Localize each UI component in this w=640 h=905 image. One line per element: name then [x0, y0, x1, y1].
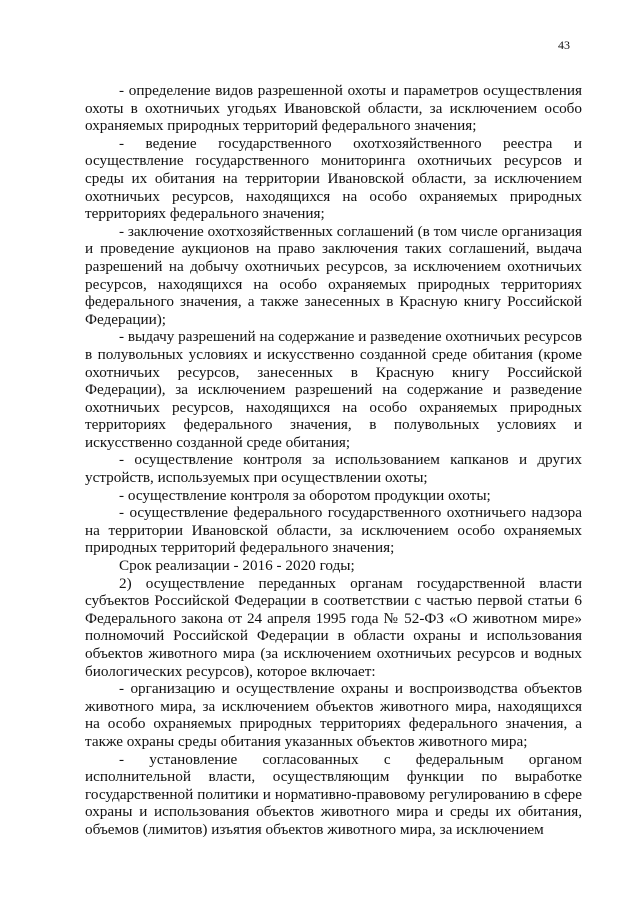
- paragraph-harvest-limits: - установление согласованных с федеральным органом исполнительной власти, осуществляющим функции по выработке государственной политики и нормативно-правовому регулированию в сфере охраны и использования объектов животного мира и среды их обитания, объемов (лимитов) изъятия объектов животного мира, за исключением: [85, 750, 582, 838]
- paragraph-wildlife-protection: - организацию и осуществление охраны и воспроизводства объектов животного мира, за исключением объектов животного мира, находящихся на особо охраняемых природных территориях федерального значения, а также охраны среды обитания указанных объектов животного мира;: [85, 680, 582, 750]
- page-number: 43: [558, 38, 570, 52]
- body-text: [85, 82, 582, 839]
- paragraph-registry-monitoring: - ведение государственного охотхозяйственного реестра и осуществление государственного мониторинга охотничьих ресурсов и среды их обитания на территории Ивановской области, за исключением охотничьих ресурсов, находящихся на особо охраняемых природных территориях федерального значения;: [85, 134, 582, 223]
- paragraph-agreements: - заключение охотхозяйственных соглашений (в том числе организация и проведение аукционов на право заключения таких соглашений, выдача разрешений на добычу охотничьих ресурсов, за исключением охотничьих ресурсов, находящихся на особо охраняемых природных территориях федерального значения, а также занесенных в Красную книгу Российской Федерации);: [85, 222, 582, 328]
- paragraph-federal-supervision: - осуществление федерального государственного охотничьего надзора на территории Ивановской области, за исключением особо охраняемых природных территорий федерального значения;: [85, 504, 582, 557]
- paragraph-trap-control: - осуществление контроля за использованием капканов и других устройств, используемых при осуществлении охоты;: [85, 451, 582, 487]
- paragraph-wildlife-powers: 2) осуществление переданных органам государственной власти субъектов Российской Федерации в соответствии с частью первой статьи 6 Федерального закона от 24 апреля 1995 года № 52-ФЗ «О животном мире» полномочий Российской Федерации в области охраны и использования объектов животного мира (за исключением охотничьих ресурсов и водных биологических ресурсов), которое включает:: [85, 574, 582, 680]
- paragraph-breeding-permits: - выдачу разрешений на содержание и разведение охотничьих ресурсов в полувольных условиях и искусственно созданной среде обитания (кроме охотничьих ресурсов, занесенных в Красную книгу Российской Федерации), за исключением разрешений на содержание и разведение охотничьих ресурсов, находящихся на особо охраняемых природных территориях федерального значения, в полувольных условиях и искусственно созданной среде обитания;: [85, 328, 582, 451]
- paragraph-hunting-types: - определение видов разрешенной охоты и параметров осуществления охоты в охотничьих угодьях Ивановской области, за исключением особо охраняемых природных территорий федерального значения;: [85, 82, 582, 135]
- paragraph-product-control: - осуществление контроля за оборотом продукции охоты;: [119, 486, 491, 504]
- paragraph-implementation-period: Срок реализации - 2016 - 2020 годы;: [119, 557, 355, 575]
